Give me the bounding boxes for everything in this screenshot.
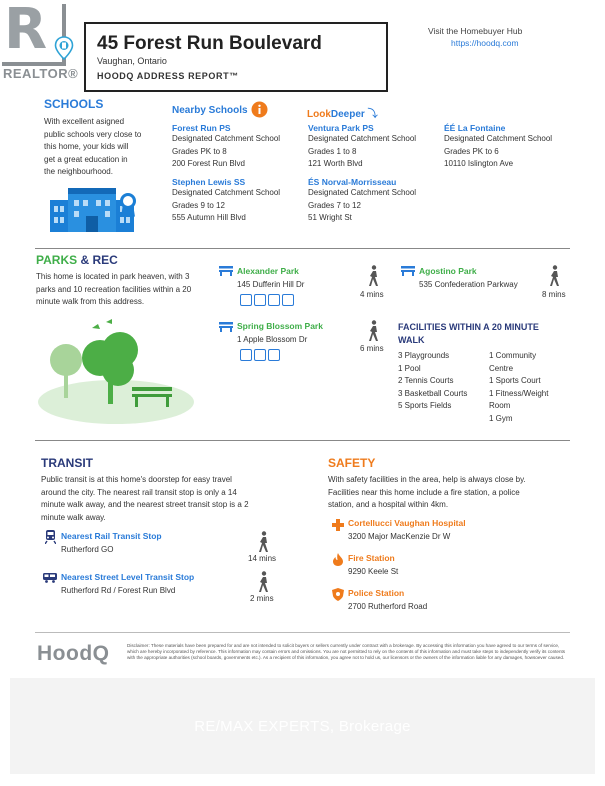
realtor-mark: R — [4, 0, 48, 62]
disclaimer-text: Disclaimer: These materials have been prepared for and are not intended to solicit buyers or sellers currently under contract with a brokerage. By accessing this information you have agreed to our terms of service, which are hereby incorporated by reference. This information may contain errors and omissions. You are not permitted to rely on the contents of this information and must take steps to independently verify its contents with the appropriate authorities (school boards, governments etc.). As a recipient of this information, you agree not to hold us, our licensors or the owners of the information liable for any damages, howsoever caused. — [127, 643, 566, 661]
basketball-icon — [254, 349, 266, 361]
report-label: HOODQ ADDRESS REPORT™ — [97, 71, 239, 81]
address-title: 45 Forest Run Boulevard — [97, 33, 322, 54]
award-ribbon-icon — [118, 192, 138, 218]
schools-title: SCHOOLS — [44, 97, 104, 111]
police-station-address: 2700 Rutherford Road — [348, 602, 428, 611]
park-facility-icons — [240, 291, 296, 309]
walking-person-icon — [549, 265, 561, 287]
transit-description: Public transit is at this home's doorstep for easy travel around the city. The nearest rail transit stop is only a 14 minute walk away, and the nearest street transit stop is a 2 minute walk away. — [41, 475, 249, 522]
safety-title: SAFETY — [328, 456, 376, 470]
train-icon — [45, 530, 56, 544]
fire-station-name: Fire Station — [348, 553, 395, 563]
playground-icon — [240, 294, 252, 306]
school-card: Ventura Park PS Designated Catchment School Grades 1 to 8 121 Worth Blvd — [308, 123, 417, 168]
walking-person-icon — [258, 531, 270, 553]
parks-title: PARKS & REC — [36, 253, 118, 267]
nearby-schools-label: Nearby Schools — [172, 105, 248, 116]
nearest-street-label: Nearest Street Level Transit Stop — [61, 572, 195, 582]
bench-icon — [219, 322, 233, 332]
parks-description: This home is located in park heaven, with 3 parks and 10 recreation facilities within a 20 minute walk from this address. — [36, 272, 192, 306]
address-city: Vaughan, Ontario — [97, 56, 167, 66]
school-card: ÉS Norval-Morrisseau Designated Catchment School Grades 7 to 12 51 Wright St — [308, 177, 417, 222]
look-deeper-label[interactable]: LookDeeper ⤵ — [307, 109, 378, 120]
park-address: 535 Confederation Parkway — [419, 280, 518, 289]
rail-stop-name: Rutherford GO — [61, 545, 114, 554]
hospital-address: 3200 Major MacKenzie Dr W — [348, 532, 451, 541]
facilities-list-1: 3 Playgrounds 1 Pool 2 Tennis Courts 3 Basketball Courts 5 Sports Fields — [398, 351, 468, 410]
footer-divider — [35, 632, 570, 633]
park-address: 1 Apple Blossom Dr — [237, 335, 308, 344]
park-address: 145 Dufferin Hill Dr — [237, 280, 305, 289]
section-divider — [35, 248, 570, 249]
walk-time: 4 mins — [360, 290, 384, 299]
fire-station-address: 9290 Keele St — [348, 567, 399, 576]
arrow-down-right-icon: ⤵ — [367, 109, 378, 120]
homebuyer-hub-label: Visit the Homebuyer Hub — [428, 26, 523, 36]
pool-icon — [268, 294, 280, 306]
school-card: ÉÉ La Fontaine Designated Catchment School Grades PK to 6 10110 Islington Ave — [444, 123, 553, 168]
hoodq-logo: HoodQ — [37, 642, 110, 665]
playground-icon — [240, 349, 252, 361]
bench-icon — [401, 266, 415, 276]
bus-icon — [43, 573, 57, 583]
street-walk-time: 2 mins — [250, 594, 274, 603]
facilities-title: FACILITIES WITHIN A 20 MINUTE WALK — [398, 322, 539, 345]
park-name: Spring Blossom Park — [237, 321, 323, 331]
park-illustration-icon — [36, 316, 196, 426]
walk-time: 8 mins — [542, 290, 566, 299]
facilities-list-2: 1 Community Centre 1 Sports Court 1 Fitness/Weight Room 1 Gym — [489, 351, 549, 423]
info-icon[interactable] — [251, 101, 268, 118]
park-name: Agostino Park — [419, 266, 477, 276]
street-stop-name: Rutherford Rd / Forest Run Blvd — [61, 586, 176, 595]
transit-title: TRANSIT — [41, 456, 93, 470]
rail-walk-time: 14 mins — [248, 554, 277, 563]
school-card: Stephen Lewis SS Designated Catchment School Grades 9 to 12 555 Autumn Hill Blvd — [172, 177, 281, 222]
walking-person-icon — [258, 571, 270, 593]
section-divider — [35, 440, 570, 441]
schools-description: With excellent asigned public schools very close to this home, your kids will get a great education in the neighbourhood. — [44, 117, 142, 176]
police-station-name: Police Station — [348, 588, 405, 598]
nearest-rail-label: Nearest Rail Transit Stop — [61, 531, 162, 541]
park-name: Alexander Park — [237, 266, 299, 276]
safety-description: With safety facilities in the area, help is always close by. Facilities near this home include a fire station, a police station, and a hospital within 4km. — [328, 475, 526, 509]
homebuyer-hub-link[interactable]: https://hoodq.com — [451, 38, 519, 48]
walking-person-icon — [368, 320, 380, 342]
walking-person-icon — [368, 265, 380, 287]
tennis-icon — [282, 294, 294, 306]
hospital-name: Cortellucci Vaughan Hospital — [348, 518, 466, 528]
location-pin-icon — [54, 36, 74, 60]
hospital-cross-icon — [332, 519, 344, 531]
brokerage-watermark: RE/MAX EXPERTS, Brokerage — [194, 718, 411, 735]
school-card: Forest Run PS Designated Catchment School Grades PK to 8 200 Forest Run Blvd — [172, 123, 281, 168]
realtor-wordmark: REALTOR® — [3, 66, 79, 81]
bench-icon — [219, 266, 233, 276]
fire-icon — [333, 553, 343, 566]
park-facility-icons — [240, 346, 282, 364]
walk-time: 6 mins — [360, 344, 384, 353]
basketball-icon — [254, 294, 266, 306]
tennis-icon — [268, 349, 280, 361]
realtor-logo — [0, 0, 79, 82]
police-badge-icon — [332, 588, 344, 601]
